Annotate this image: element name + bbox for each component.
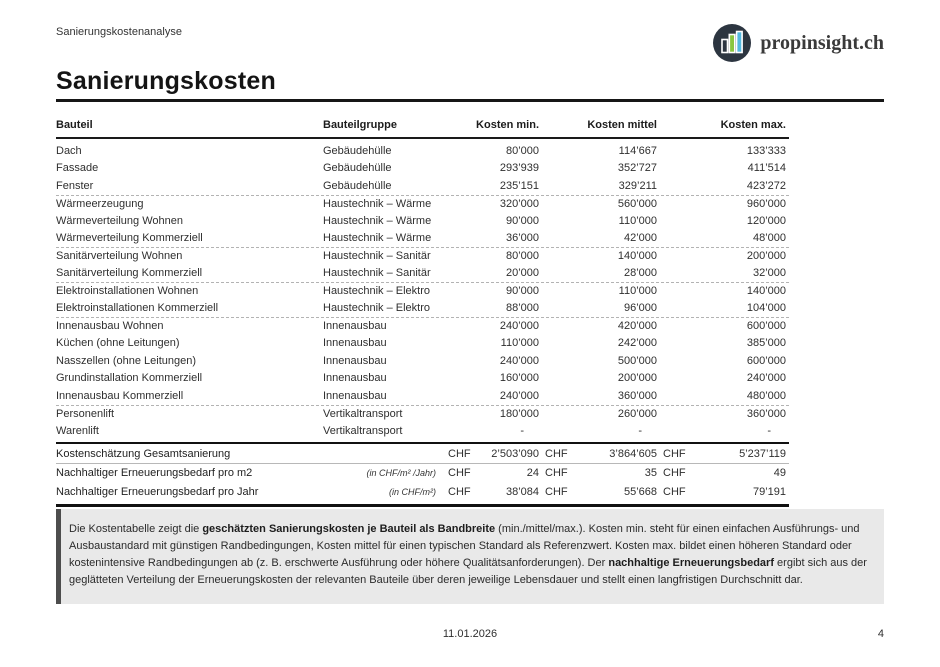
cell-bauteilgruppe: Innenausbau: [323, 372, 387, 385]
cell-kosten-max: 360’000: [746, 407, 786, 420]
cell-kosten-max: 480’000: [746, 389, 786, 402]
logo: [713, 24, 884, 62]
cell-kosten-mittel: 329’211: [618, 179, 657, 192]
summary-value: 79’191: [752, 485, 786, 498]
cell-kosten-mittel: 96’000: [623, 302, 657, 315]
footer-date: 11.01.2026: [442, 628, 498, 640]
table-row: [56, 142, 789, 160]
summary-kosten-mittel: [539, 467, 657, 479]
cell-kosten-mittel: 360’000: [617, 389, 657, 402]
column-header-kosten-max: Kosten max.: [720, 119, 786, 131]
table-header-row: [56, 119, 789, 139]
table-summary: [56, 442, 789, 508]
cell-bauteilgruppe: Vertikaltransport: [323, 407, 403, 420]
cell-kosten-mittel: 110’000: [618, 285, 657, 298]
summary-kosten-min: [442, 448, 539, 460]
cell-kosten-mittel: 242’000: [617, 337, 657, 350]
table-row: [56, 300, 789, 318]
cell-bauteil: Küchen (ohne Leitungen): [56, 337, 180, 350]
summary-row: [56, 446, 789, 465]
summary-value: 3’864’605: [609, 448, 657, 461]
cell-kosten-max: -: [767, 424, 771, 437]
cell-bauteilgruppe: Haustechnik – Elektro: [323, 285, 430, 298]
column-header-kosten-mittel: Kosten mittel: [587, 119, 657, 131]
table-row: [56, 177, 789, 195]
cell-bauteil: Fenster: [56, 179, 94, 192]
table-row: [56, 387, 789, 405]
cell-bauteil: Personenlift: [56, 407, 115, 420]
summary-kosten-min: [442, 467, 539, 479]
cell-kosten-min: -: [520, 424, 524, 437]
summary-kosten-max: [657, 486, 786, 498]
cell-kosten-min: 110’000: [500, 337, 539, 350]
footer-page-number: 4: [877, 628, 884, 640]
cell-kosten-mittel: 352’727: [617, 162, 657, 175]
cell-kosten-min: 88’000: [505, 302, 539, 315]
cell-kosten-min: 80’000: [505, 250, 539, 263]
table-body: [56, 139, 789, 440]
cell-kosten-max: 385’000: [746, 337, 786, 350]
cell-kosten-min: 235’151: [499, 179, 539, 192]
summary-value: 2’503’090: [491, 448, 539, 461]
cell-bauteilgruppe: Haustechnik – Sanitär: [323, 267, 431, 280]
cell-kosten-mittel: 140’000: [617, 250, 657, 263]
cell-bauteilgruppe: Haustechnik – Wärme: [323, 232, 432, 245]
cell-bauteil: Dach: [56, 144, 82, 157]
summary-kosten-max: [657, 467, 786, 479]
cell-kosten-min: 36’000: [505, 232, 539, 245]
cell-bauteilgruppe: Innenausbau: [323, 337, 387, 350]
table-row: [56, 265, 789, 283]
column-header-kosten-min: Kosten min.: [476, 119, 539, 131]
summary-row: [56, 464, 789, 483]
cell-kosten-min: 240’000: [499, 320, 539, 333]
cell-kosten-min: 80’000: [505, 144, 539, 157]
table-row: [56, 230, 789, 248]
cell-bauteilgruppe: Haustechnik – Elektro: [323, 302, 430, 315]
cell-bauteil: Wärmeerzeugung: [56, 197, 144, 210]
logo-text: propinsight.ch: [760, 31, 884, 54]
cell-bauteilgruppe: Innenausbau: [323, 389, 387, 402]
column-header-bauteilgruppe: Bauteilgruppe: [323, 119, 397, 131]
cell-kosten-min: 180’000: [499, 407, 539, 420]
summary-kosten-mittel: [539, 448, 657, 460]
cell-kosten-min: 240’000: [499, 354, 539, 367]
table-row: [56, 160, 789, 178]
cell-kosten-min: 293’939: [499, 162, 539, 175]
cell-kosten-min: 160’000: [499, 372, 539, 385]
document-type-label: Sanierungskostenanalyse: [56, 26, 182, 38]
cell-kosten-mittel: 420’000: [617, 320, 657, 333]
cell-kosten-max: 120’000: [746, 214, 786, 227]
cell-kosten-max: 600’000: [746, 320, 786, 333]
cell-kosten-mittel: 560’000: [617, 197, 657, 210]
summary-kosten-mittel: [539, 486, 657, 498]
cell-kosten-max: 32’000: [752, 267, 786, 280]
summary-label: Nachhaltiger Erneuerungsbedarf pro Jahr: [56, 485, 259, 498]
bar-chart-circle-icon: [713, 24, 751, 62]
currency-label: CHF: [448, 448, 471, 461]
summary-value: 35: [644, 467, 657, 480]
cell-bauteil: Sanitärverteilung Kommerziell: [56, 267, 203, 280]
page-title: Sanierungskosten: [56, 67, 276, 95]
cell-kosten-mittel: 110’000: [618, 214, 657, 227]
table-row: [56, 405, 789, 423]
cell-bauteilgruppe: Vertikaltransport: [323, 424, 403, 437]
cell-bauteil: Innenausbau Kommerziell: [56, 389, 184, 402]
currency-label: CHF: [663, 485, 686, 498]
summary-value: 49: [773, 467, 786, 480]
currency-label: CHF: [545, 467, 568, 480]
cell-kosten-max: 411’514: [747, 162, 786, 175]
info-box: [56, 509, 884, 604]
currency-label: CHF: [663, 448, 686, 461]
summary-kosten-min: [442, 486, 539, 498]
cell-kosten-mittel: 28’000: [623, 267, 657, 280]
currency-label: CHF: [545, 485, 568, 498]
summary-value: 38’084: [505, 485, 539, 498]
cell-kosten-max: 240’000: [746, 372, 786, 385]
cell-kosten-mittel: 200’000: [617, 372, 657, 385]
table-row: [56, 317, 789, 335]
table-row: [56, 247, 789, 265]
cell-kosten-max: 133’333: [746, 144, 786, 157]
cell-kosten-min: 20’000: [505, 267, 539, 280]
cell-bauteil: Elektroinstallationen Wohnen: [56, 285, 199, 298]
table-row: [56, 335, 789, 353]
summary-unit-note: (in CHF/m²): [389, 486, 436, 497]
currency-label: CHF: [448, 485, 471, 498]
cell-bauteilgruppe: Gebäudehülle: [323, 179, 392, 192]
cell-kosten-mittel: 42’000: [623, 232, 657, 245]
table-row: [56, 370, 789, 388]
cell-kosten-min: 320’000: [499, 197, 539, 210]
cell-bauteilgruppe: Innenausbau: [323, 354, 387, 367]
cell-bauteil: Sanitärverteilung Wohnen: [56, 250, 183, 263]
title-divider: [56, 99, 884, 102]
cost-table: [56, 119, 789, 507]
cell-kosten-mittel: 114’667: [618, 144, 657, 157]
cell-bauteilgruppe: Innenausbau: [323, 320, 387, 333]
summary-value: 55’668: [623, 485, 657, 498]
cell-bauteil: Nasszellen (ohne Leitungen): [56, 354, 197, 367]
cell-kosten-max: 423’272: [746, 179, 786, 192]
currency-label: CHF: [545, 448, 568, 461]
cell-kosten-mittel: 500’000: [617, 354, 657, 367]
column-header-bauteil: Bauteil: [56, 119, 93, 131]
info-text: Die Kostentabelle zeigt die geschätzten Sanierungskosten je Bauteil als Bandbreite (min./mittel/max.). Kosten min. steht für einen einfachen Ausführungs- und Ausbaustandard mit günstigen Randbedingungen, Kosten mittel für einen typischen Standard als Referenzwert. Kosten max. bildet einen höheren Standard oder kostenintensive Randbedingungen ab (z. B. erschwerte Ausführung oder höhere Qualitätsanforderungen). Der nachhaltige Erneuerungsbedarf ergibt sich aus der geglätteten Verteilung der Erneuerungskosten der relevanten Bauteile über deren jeweilige Lebensdauer und stellt einen langfristigen Durchschnitt dar.: [69, 523, 867, 586]
summary-value: 5’237’119: [739, 448, 786, 461]
summary-label: Nachhaltiger Erneuerungsbedarf pro m2: [56, 467, 253, 480]
currency-label: CHF: [663, 467, 686, 480]
cell-bauteil: Innenausbau Wohnen: [56, 320, 164, 333]
currency-label: CHF: [448, 467, 471, 480]
cell-kosten-min: 90’000: [505, 214, 539, 227]
cell-bauteil: Wärmeverteilung Wohnen: [56, 214, 183, 227]
summary-unit-note: (in CHF/m² /Jahr): [366, 468, 436, 479]
cell-bauteil: Grundinstallation Kommerziell: [56, 372, 203, 385]
cell-kosten-max: 140’000: [746, 285, 786, 298]
summary-row: [56, 483, 789, 502]
cell-bauteilgruppe: Haustechnik – Sanitär: [323, 250, 431, 263]
cell-bauteil: Elektroinstallationen Kommerziell: [56, 302, 219, 315]
summary-kosten-max: [657, 448, 786, 460]
cell-kosten-mittel: 260’000: [617, 407, 657, 420]
table-row: [56, 282, 789, 300]
table-row: [56, 422, 789, 440]
cell-bauteilgruppe: Haustechnik – Wärme: [323, 214, 432, 227]
cell-kosten-max: 48’000: [752, 232, 786, 245]
cell-kosten-max: 104’000: [746, 302, 786, 315]
table-row: [56, 352, 789, 370]
summary-label: Kostenschätzung Gesamtsanierung: [56, 448, 231, 461]
cell-bauteilgruppe: Gebäudehülle: [323, 144, 392, 157]
table-row: [56, 195, 789, 213]
cell-bauteil: Wärmeverteilung Kommerziell: [56, 232, 203, 245]
cell-kosten-min: 90’000: [505, 285, 539, 298]
cell-kosten-max: 600’000: [746, 354, 786, 367]
cell-kosten-mittel: -: [638, 424, 642, 437]
table-row: [56, 212, 789, 230]
summary-value: 24: [526, 467, 539, 480]
cell-kosten-min: 240’000: [499, 389, 539, 402]
cell-bauteil: Warenlift: [56, 424, 99, 437]
cell-bauteil: Fassade: [56, 162, 99, 175]
cell-kosten-max: 200’000: [746, 250, 786, 263]
cell-bauteilgruppe: Gebäudehülle: [323, 162, 392, 175]
cell-bauteilgruppe: Haustechnik – Wärme: [323, 197, 432, 210]
cell-kosten-max: 960’000: [746, 197, 786, 210]
